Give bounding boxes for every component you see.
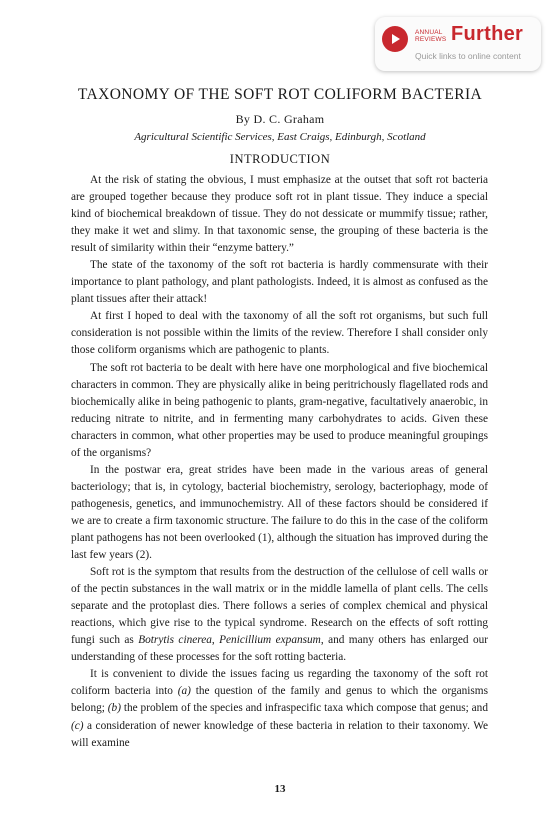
body-paragraph: At first I hoped to deal with the taxonomy of all the soft rot organisms, but such full consideration is not possible within the limits of the review. Therefore I shall consider only those coliform organisms which are pathogenic to plants. (71, 310, 488, 357)
article-title: TAXONOMY OF THE SOFT ROT COLIFORM BACTERIA (77, 86, 483, 103)
body-paragraph: In the postwar era, great strides have been made in the various areas of general bacteriology; that is, in cytology, bacterial biochemistry, serology, bacteriophagy, mode of pathogenesis, genetics, and immunochemistry. All of these factors should be considered if we are to create a firm taxonomic structure. The failure to do this in the case of the coliform plant pathogens has not been overlooked (1), although the situation has improved during the last few years (2). (71, 463, 488, 562)
paragraph-text: the question of the family and genus to which the organisms belong; (71, 685, 488, 715)
paragraph-text: , (211, 634, 220, 647)
paragraph-text: a consideration of newer knowledge of these bacteria in relation to their taxonomy. We will examine (71, 719, 488, 749)
author-line: By D. C. Graham (235, 112, 325, 126)
badge-brand (415, 29, 446, 43)
author-affiliation: Agricultural Scientific Services, East Craigs, Edinburgh, Scotland (134, 131, 426, 143)
body-paragraph: The state of the taxonomy of the soft rot bacteria is hardly commensurate with their importance to plant pathology, and plant pathologists. Indeed, it is almost as confused as the plant tissues after their attack! (71, 259, 488, 306)
list-marker: (a) (177, 685, 191, 698)
species-name: Penicillium expansum (219, 634, 321, 647)
paragraph-text: the problem of the species and infraspecific taxa which compose that genus; and (120, 702, 488, 715)
body-paragraph (71, 666, 488, 751)
body-paragraph: At the risk of stating the obvious, I must emphasize at the outset that soft rot bacteria are grouped together because they produce soft rot in plant tissue. They induce a special kind of biochemical breakdown of tissue. They do not dessicate or mummify tissue; rather, they make it wet and slimy. In that taxonomic sense, the grouping of these bacteria is the result of similarity within their “enzyme battery.” (71, 174, 488, 255)
badge-further-label: Further (451, 23, 524, 45)
play-arrow-icon (382, 26, 408, 52)
paragraph-text: It is convenient to divide the issues facing us regarding the taxonomy of the soft rot coliform bacteria into (71, 668, 488, 698)
body-paragraph: The soft rot bacteria to be dealt with here have one morphological and five biochemical characters in common. They are physically alike in being peritrichously flagellated rods and biochemically alike in being pathogenic to plants, gram-negative, facultatively anaerobic, in reducing nitrate to nitrite, and in fermenting many carbohydrates to acids. Given these characters in common, what other properties may be used to produce meaningful groupings of the organisms? (71, 361, 488, 459)
body-paragraph (71, 564, 488, 666)
species-name: Botrytis cinerea (138, 634, 212, 647)
list-marker: (c) (71, 719, 84, 732)
paragraph-text: Soft rot is the symptom that results from the destruction of the cellulose of cell walls or of the pectin substances in the wall matrix or in the middle lamella of plant cells. The cells separate and the protoplast dies. There follows a series of complex chemical and physical reactions, which give rise to the typical syndrome. Research on the effects of soft rotting fungi such as (71, 566, 488, 647)
badge-brand-line1: ANNUAL (415, 29, 443, 36)
article-body (71, 172, 488, 752)
list-marker: (b) (107, 702, 121, 715)
page-number: 13 (274, 783, 286, 795)
badge-subtitle: Quick links to online content (415, 51, 521, 61)
section-heading: INTRODUCTION (229, 152, 331, 166)
paragraph-text: , and many others has enlarged our understanding of these processes for the soft rotting bacteria. (71, 634, 489, 664)
badge-brand-line2: REVIEWS (415, 36, 447, 43)
further-links-badge[interactable] (375, 17, 541, 71)
